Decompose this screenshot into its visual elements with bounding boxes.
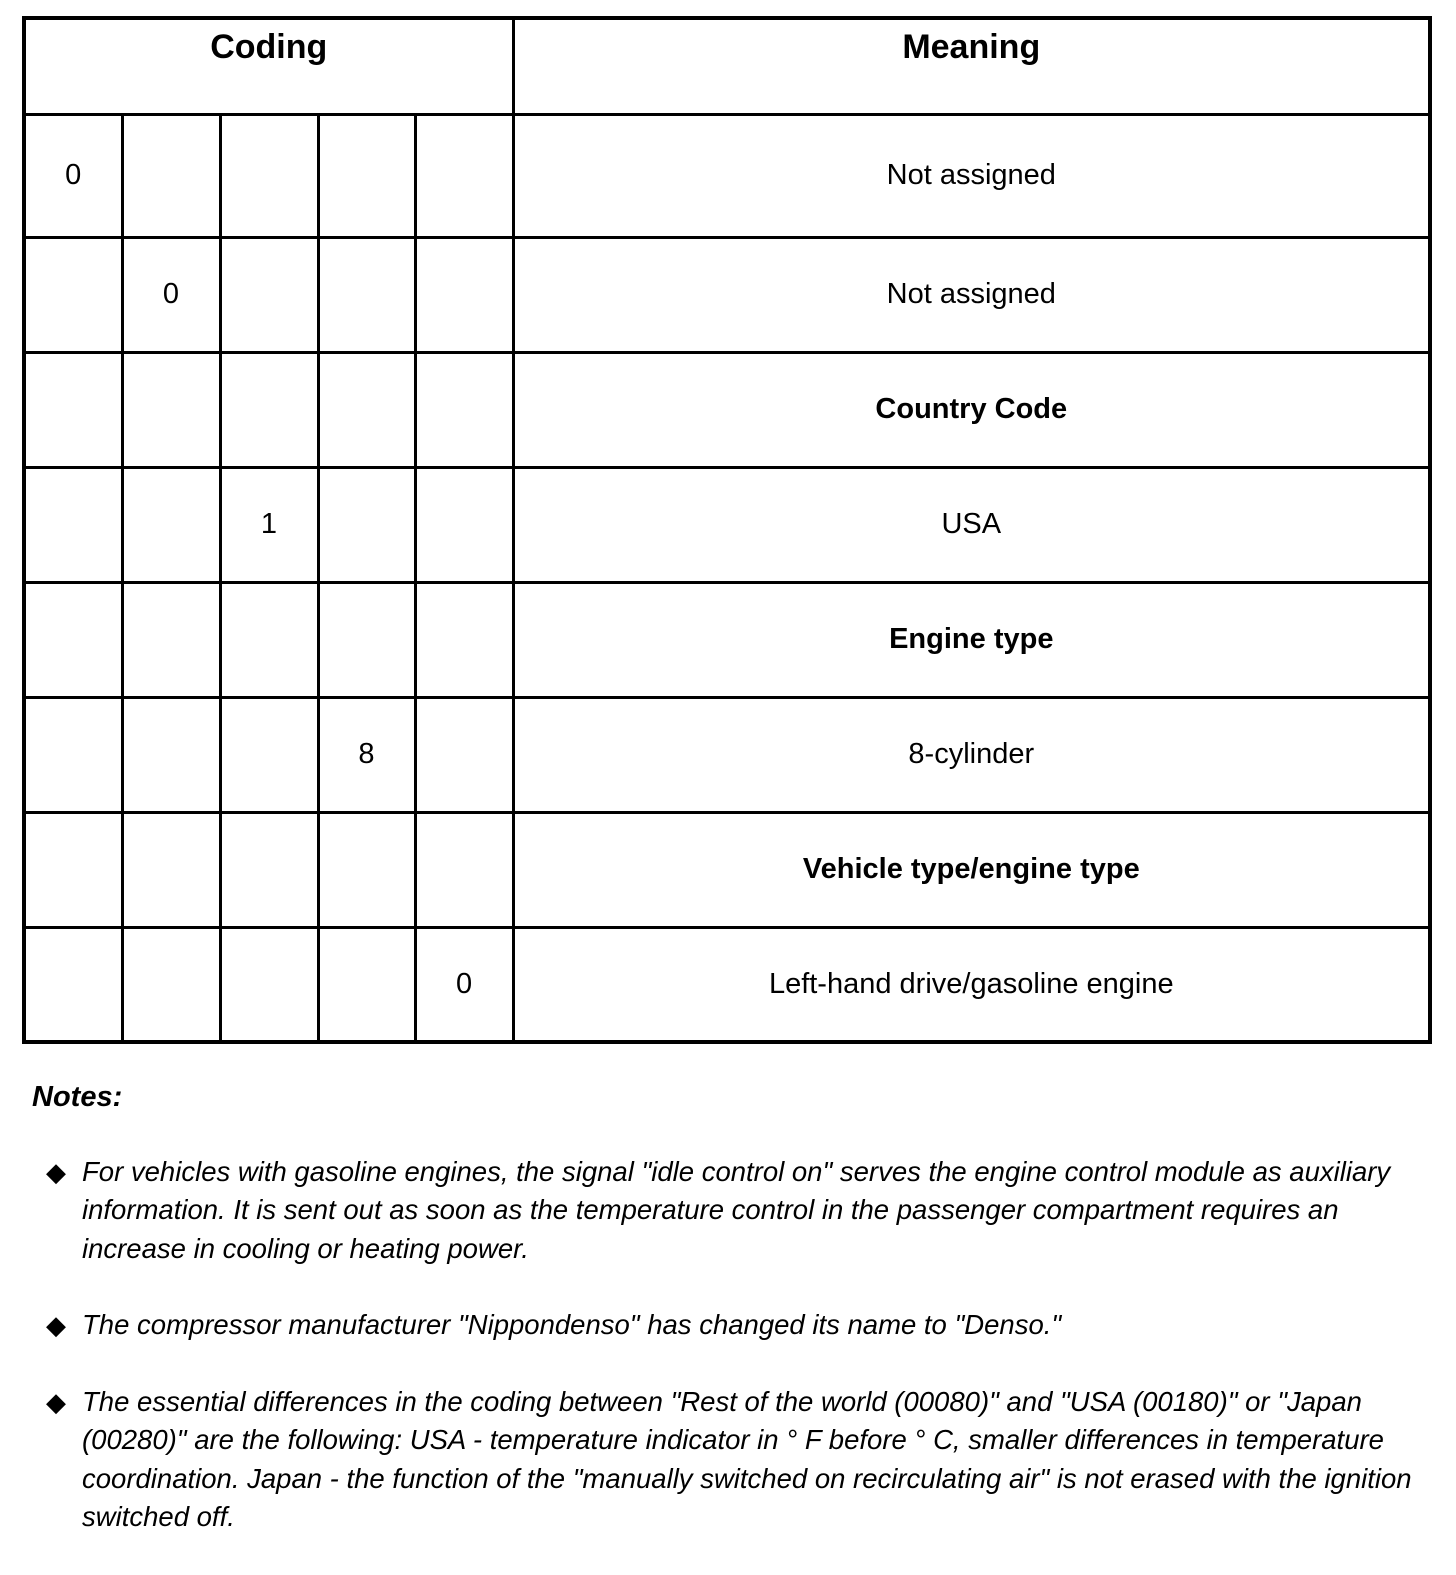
coding-digit-cell	[24, 697, 122, 812]
meaning-cell: Country Code	[513, 352, 1430, 467]
table-row	[24, 237, 1430, 352]
coding-digit-cell	[24, 237, 122, 352]
coding-digit-cell	[24, 927, 122, 1042]
coding-digit-cell	[220, 114, 318, 237]
coding-digit-cell	[415, 237, 513, 352]
coding-digit-cell	[415, 114, 513, 237]
coding-digit-cell: 0	[415, 927, 513, 1042]
table-row	[24, 352, 1430, 467]
coding-digit-cell	[24, 352, 122, 467]
table-row	[24, 114, 1430, 237]
coding-digit-cell	[415, 697, 513, 812]
coding-digit-cell	[318, 582, 415, 697]
note-text: For vehicles with gasoline engines, the signal "idle control on" serves the engine control module as auxiliary information. It is sent out as soon as the temperature control in the passenger compartment requires an increase in cooling or heating power.	[82, 1155, 1391, 1264]
coding-digit-cell	[318, 237, 415, 352]
coding-digit-cell	[122, 812, 220, 927]
meaning-cell: USA	[513, 467, 1430, 582]
coding-header: Coding	[24, 18, 513, 114]
meaning-cell: Left-hand drive/gasoline engine	[513, 927, 1430, 1042]
note-item	[32, 1306, 1422, 1345]
coding-digit-cell	[415, 467, 513, 582]
meaning-cell: Not assigned	[513, 114, 1430, 237]
table-row	[24, 812, 1430, 927]
diamond-bullet-icon: ◆	[46, 1310, 66, 1340]
notes-title: Notes:	[32, 1081, 123, 1113]
coding-digit-cell	[122, 927, 220, 1042]
note-item	[32, 1383, 1422, 1537]
coding-digit-cell	[318, 467, 415, 582]
table-body	[24, 114, 1430, 1042]
coding-digit-cell	[220, 697, 318, 812]
table-row	[24, 467, 1430, 582]
coding-digit-cell	[318, 927, 415, 1042]
notes-section	[32, 1078, 1422, 1575]
coding-digit-cell	[220, 352, 318, 467]
coding-digit-cell	[220, 582, 318, 697]
coding-digit-cell: 1	[220, 467, 318, 582]
coding-digit-cell	[415, 352, 513, 467]
coding-digit-cell	[318, 352, 415, 467]
note-text: The essential differences in the coding between "Rest of the world (00080)" and "USA (00180)" or "Japan (00280)" are the following: USA - temperature indicator in ° F before ° C, smaller differences in temperature coordination. Japan - the function of the "manually switched on recirculating air" is not erased with the ignition switched off.	[82, 1385, 1412, 1532]
coding-digit-cell	[122, 467, 220, 582]
coding-digit-cell	[415, 582, 513, 697]
coding-digit-cell	[122, 352, 220, 467]
coding-digit-cell	[220, 237, 318, 352]
coding-digit-cell	[220, 927, 318, 1042]
coding-digit-cell: 8	[318, 697, 415, 812]
diamond-bullet-icon: ◆	[46, 1386, 66, 1417]
coding-table	[22, 16, 1432, 1044]
coding-digit-cell	[122, 697, 220, 812]
note-item	[32, 1153, 1422, 1269]
coding-digit-cell	[122, 582, 220, 697]
meaning-cell: Not assigned	[513, 237, 1430, 352]
note-text: The compressor manufacturer "Nippondenso" has changed its name to "Denso."	[82, 1309, 1062, 1340]
meaning-cell: 8-cylinder	[513, 697, 1430, 812]
meaning-cell: Vehicle type/engine type	[513, 812, 1430, 927]
table-row	[24, 927, 1430, 1042]
meaning-header: Meaning	[513, 18, 1430, 114]
table-header-row	[24, 18, 1430, 114]
coding-digit-cell: 0	[24, 114, 122, 237]
coding-digit-cell	[318, 114, 415, 237]
coding-digit-cell	[122, 114, 220, 237]
coding-digit-cell	[24, 582, 122, 697]
diamond-bullet-icon: ◆	[46, 1156, 66, 1187]
coding-digit-cell	[24, 812, 122, 927]
coding-digit-cell	[24, 467, 122, 582]
meaning-cell: Engine type	[513, 582, 1430, 697]
coding-digit-cell	[318, 812, 415, 927]
table-row	[24, 582, 1430, 697]
coding-digit-cell	[415, 812, 513, 927]
table-row	[24, 697, 1430, 812]
coding-digit-cell: 0	[122, 237, 220, 352]
coding-digit-cell	[220, 812, 318, 927]
